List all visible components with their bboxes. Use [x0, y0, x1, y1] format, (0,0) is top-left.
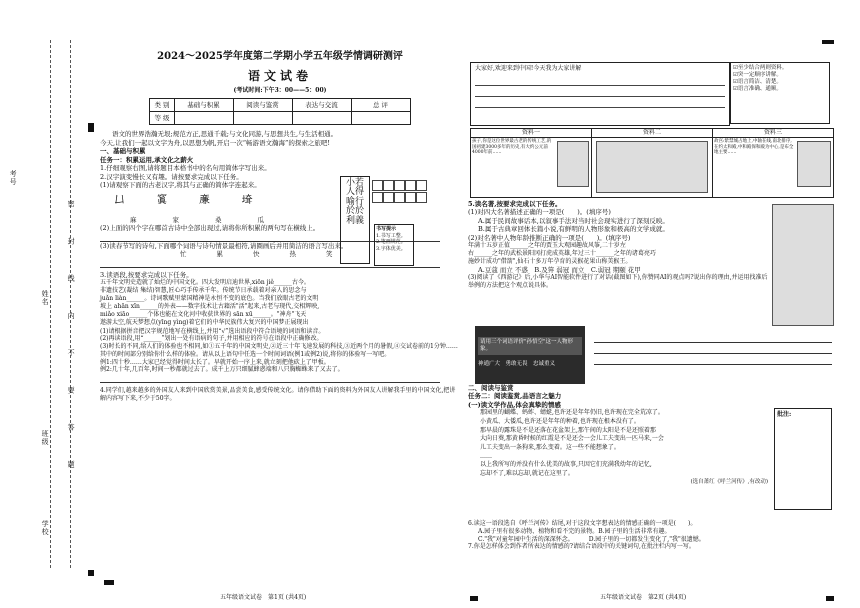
tip-item: 1.书写工整。: [376, 232, 406, 239]
question-2-1: (1)请观察下面的古老汉字,将其与正确的简体字连起来。: [100, 181, 261, 190]
material-title: 资料二: [592, 129, 712, 138]
registration-mark: [470, 596, 478, 601]
answer-lines[interactable]: [594, 332, 832, 365]
registration-mark: [104, 580, 114, 585]
score-cell[interactable]: [292, 112, 351, 125]
option-line: C."我"对童年园中生活的深深怀念。 D.园子里的一切都发生变化了,"我"很遗憾。: [478, 535, 705, 543]
score-cell[interactable]: [174, 112, 233, 125]
option-a: A.属于民间故事话本,以叙事手法对当时社会现实进行了深刻反映。: [478, 216, 669, 225]
reading-section: [468, 384, 768, 486]
simple-char: 麻: [130, 215, 137, 224]
tips-title: 书写提示: [376, 226, 397, 232]
simple-char: 桑: [215, 215, 222, 224]
material-text: 孩子,你是这位世界最古老的传统工艺,的国初建3000多年的历史,有大约公元前4000年前……: [472, 138, 552, 156]
name-label: 姓名: [41, 290, 50, 306]
requirement-item: ☑语言准确、通顺。: [733, 86, 782, 93]
page-1-footer: 五年级语文试卷 第1页 (共4页): [220, 594, 307, 601]
ai-answer: 神通广大 勇敢无畏 忠诚重义: [478, 361, 556, 368]
class-label: 班级: [41, 430, 50, 446]
question-3-1: (1)请根据拼音把汉字规范地写在横线上,并用“√”选出语段中符合语境的词语和读音。: [100, 327, 325, 335]
requirement-item: ☑突一定顺序讲解。: [733, 72, 782, 79]
passage-line: 小黄瓜、大倭瓜,也许还是年年的种着,也许现在根本没有了。: [480, 418, 640, 425]
task-heading: 任务二：阅读鉴赏,品语言之魅力: [468, 392, 562, 401]
passage-line: 遨游太空,航天梦想点(yīng yìng)着它们的中华民族伟大复兴的中国梦正展现出: [100, 319, 309, 327]
score-row-label: 等 级: [150, 112, 174, 125]
intro-paragraph: 语文的世界浩瀚无垠;规范方正,思通千载;与文化同游,与思想共生,与生活相通。今天,让我们一起以文字为舟,以思想为帆,开启一次“畅游语文瀚海”的探索之旅吧!: [100, 130, 338, 147]
great-wall-map-image: [596, 141, 708, 193]
exam-no-label: 考号: [9, 170, 18, 186]
passage-line: 儿工夫变出一条狗来,那么变着。这一些不能想象了。: [480, 444, 620, 452]
passage-line: 年满十五岁正值______之年的贾玉大观园趣故风筝,二十岁左: [468, 242, 626, 250]
answer-line[interactable]: [100, 374, 440, 383]
word-choices: [180, 250, 460, 258]
passage-line: 五千年文明史造就了灿烂的中国文化。四大发明启迪世界,xiōn jiě______古今。: [100, 278, 310, 286]
options-line: A.豆蔻 而立 不惑 B.及笄 弱冠 而立 C.弱冠 期颐 花甲: [478, 265, 641, 274]
score-header: 总 评: [351, 99, 410, 112]
question-2: 2.汉字演变慢长又有趣。请按要求完成以下任务。: [100, 172, 243, 181]
registration-mark: [88, 570, 94, 576]
porcelain-image: [557, 141, 589, 187]
writing-grid[interactable]: [372, 180, 452, 220]
annotation-label: 批注:: [777, 411, 792, 418]
ai-query-bubble: 请用三个词语评价"孙悟空"这一人物形象。: [478, 337, 582, 355]
requirement-item: ☑语言简洁、清楚。: [733, 79, 782, 86]
passage-line: 右______之年的武松景阳冈打虎成英雄,年过三十______之年的诸葛亮巧: [468, 249, 656, 257]
choice-word[interactable]: 笑: [326, 250, 333, 259]
passage-line: 施妙计成功"借箭",仙石十多万年孕育的灵猴花果山称美猴王。: [468, 257, 632, 265]
passage-line: 非遗技艺(凝结 集结)智慧,匠心巧手传承千年。传统节日承载着对亲人的思念与: [100, 287, 307, 295]
registration-mark: [826, 596, 834, 601]
seal-warning: 密 封 线 内 不 要 答 题: [67, 200, 76, 482]
question-7: 7.你是怎样体会到作者所表达的情感的?请结合语段中的关键词句,在批注栏内写一写。: [468, 543, 695, 551]
tip-item: 3.字体优美。: [376, 245, 406, 252]
passage-line: juǎn liàn______。诗词歌赋里蒙国精神是永恒不变的底色。当我们放眼古老的文明: [100, 295, 319, 303]
question-4: 4.同学们,越来越多的外国友人来到中国欣赏美景,品尝美食,感受传统文化。请你借助下面的资料为外国友人讲解我手里的中国文化,把讲解内容写下来,不少于50字。: [100, 387, 456, 403]
materials-panel: [470, 128, 834, 198]
choice-word[interactable]: 热: [289, 250, 296, 259]
material-title: 资料三: [713, 129, 833, 138]
passage-line: 坡上 ahān xīn______的外表——数字技术让古籍活"活"起来,古老与现代,交相辉映,: [100, 303, 320, 311]
passage-line: 那园里的蝴蝶、蚂蚱、蜻蜓,也许还是年年仍旧,也许现在完全荒凉了。: [480, 409, 664, 417]
question-5: 5.读名著,按要求完成以下任务。: [468, 200, 562, 208]
reading-source: (选自萧红《呼兰河传》,有改动): [690, 478, 768, 485]
section-heading: 一、基础与积累: [100, 147, 146, 156]
score-header: 基础与积累: [174, 99, 233, 112]
questions-6-7: [468, 520, 838, 551]
choice-word[interactable]: 忙: [180, 250, 187, 259]
school-label: 学校: [41, 520, 50, 536]
binding-sidebar: [0, 0, 100, 608]
choice-word[interactable]: 快: [253, 250, 260, 259]
example-1: 例1:四十秒……大家已经觉得时间太长了。早就开始一序上来,就立刻把他砍上了甲板。: [100, 358, 330, 366]
score-header: 表达与交流: [292, 99, 351, 112]
calligraphy-image: 小若 人得 喻行 於於 利義: [340, 176, 370, 264]
page-2-footer: 五年级语文试卷 第2页 (共4页): [600, 594, 687, 601]
question-6: 6.读这一语段选自《呼兰河传》结尾,对于这段文字想表达的情感正确的一项是( )。: [468, 520, 697, 527]
material-title: 资料一: [471, 129, 591, 138]
question-1: 1.仔细观察右图,请将题目本格书中的名句用简体字写出来。: [100, 164, 271, 173]
writing-tips-box: [374, 224, 414, 266]
choice-word[interactable]: 累: [216, 250, 223, 259]
question-2-3: (3)读春节写的诗句,下面哪个词语与诗句情景最相符,请圈画后并用简洁的语言写出来。: [100, 241, 348, 250]
option-b: B.属于古典章回体长篇小说,有鲜明的人物形象和极高的文学成就。: [478, 225, 669, 234]
exam-time: (考试时间:下午3：00——5：00): [233, 86, 327, 94]
option-line: A.园子里有很多动物、植物和看不完的景物。B.园子里的生活非常有趣。: [478, 527, 671, 535]
journey-to-the-west-illustration: [772, 204, 834, 326]
question-3-3: (3)时长的不同,给人们的体验也不相同,如①五千年的中国文明史,②近三十年飞速发展的科技,③近两个月的暑假,④交试卷前的1分钟……其中的时间部分别给你什么样的体验。请从以上语句中任选一个时间词语(例1或例2)说,将你的体验写一写吧。: [100, 343, 458, 358]
passage-line: 大向日葵,那黄昏时候的红霞是不是还会一会儿工夫变出一匹马来,一会: [480, 435, 664, 443]
registration-mark: [822, 40, 834, 44]
question-3: 3.读语段,按要求完成以下任务。: [100, 270, 193, 279]
page-2: [468, 200, 768, 290]
section-heading: 二、阅读与鉴赏: [468, 384, 514, 392]
passage-line: 那早晨的露珠是不是还落在花盆架上,那午间的太阳是不是还照着那: [480, 426, 656, 434]
score-header: 类 别: [150, 99, 174, 112]
ai-chat-screenshot: [475, 326, 585, 384]
exam-subject: 语文试卷: [247, 69, 312, 83]
example-2: 例2:几十年,几百年,时间一秒都就过去了。成千上万只细腻蜂惑端和八只胸蜘蛛来了又去了。: [100, 366, 344, 374]
passage-line: ……: [480, 452, 492, 460]
question-3-2: (2)再读语段,用“______”划出一处有语病的句子,并用相应的符号在语段中正确修改。: [100, 335, 323, 343]
seal-line: [50, 40, 51, 568]
requirement-item: ☑至少结合两则资料。: [733, 65, 788, 71]
score-header: 阅读与鉴赏: [233, 99, 292, 112]
ancient-characters: 𠙴 𥧑 亷 𡍲: [114, 193, 267, 207]
guide-prompt: 大家好,欢迎来到中国!今天我为大家讲解: [475, 65, 582, 72]
material-text: 故宫:紫禁城占地上,中轴在线,南北排序,在约太和殿,中和殿保和殿为中心,是布全地主要……: [714, 138, 794, 156]
score-table: [149, 98, 410, 125]
registration-mark: [88, 123, 94, 132]
simple-char: 瓜: [257, 215, 264, 224]
task-heading: 任务一：积累运用,承文化之薪火: [100, 155, 194, 164]
passage-line: 忘却不了,难以忘却,就记在这里了。: [480, 470, 574, 478]
guide-writing-box[interactable]: [470, 62, 730, 126]
question-5-2: (2)对名著中人物年龄推断正确的一项是( )。(填序号): [468, 233, 631, 242]
tip-item: 2.笔画规范。: [376, 239, 406, 245]
reading-title: (一)读文学作品,体会真挚的情感: [468, 400, 561, 409]
simple-char: 家: [172, 215, 179, 224]
passage-line: miǎo xiāo______个体也能在文化河中收获世界的 sān xū______。"神舟"飞天: [100, 311, 307, 319]
score-cell[interactable]: [233, 112, 292, 125]
question-5-1: (1)对四大名著描述正确的一项是( )。(填序号): [468, 208, 611, 217]
passage-line: 以上我所写的并没有什么优美的故事,只因它们充满我幼年的记忆,: [480, 461, 652, 469]
score-cell[interactable]: [351, 112, 410, 125]
writing-requirements: [730, 62, 830, 124]
exam-title: 2024～2025学年度第二学期小学五年级学情调研测评: [157, 51, 403, 62]
reading-passage: [100, 279, 460, 328]
annotation-box[interactable]: [774, 408, 832, 510]
question-2-2: (2)上面的四个字在哪首古诗中全部出现过,请将你所积累的两句写在横线上。: [100, 224, 320, 233]
question-5-3: (3)阅读了《西游记》后,小华与AI智能软件进行了对话(截图如下),你赞同AI的观点吗?说出你的理由,并运用找准后举例的方法把这个观点说具体。: [468, 274, 768, 289]
palace-image: [797, 141, 831, 187]
reading-passage: [468, 409, 768, 479]
